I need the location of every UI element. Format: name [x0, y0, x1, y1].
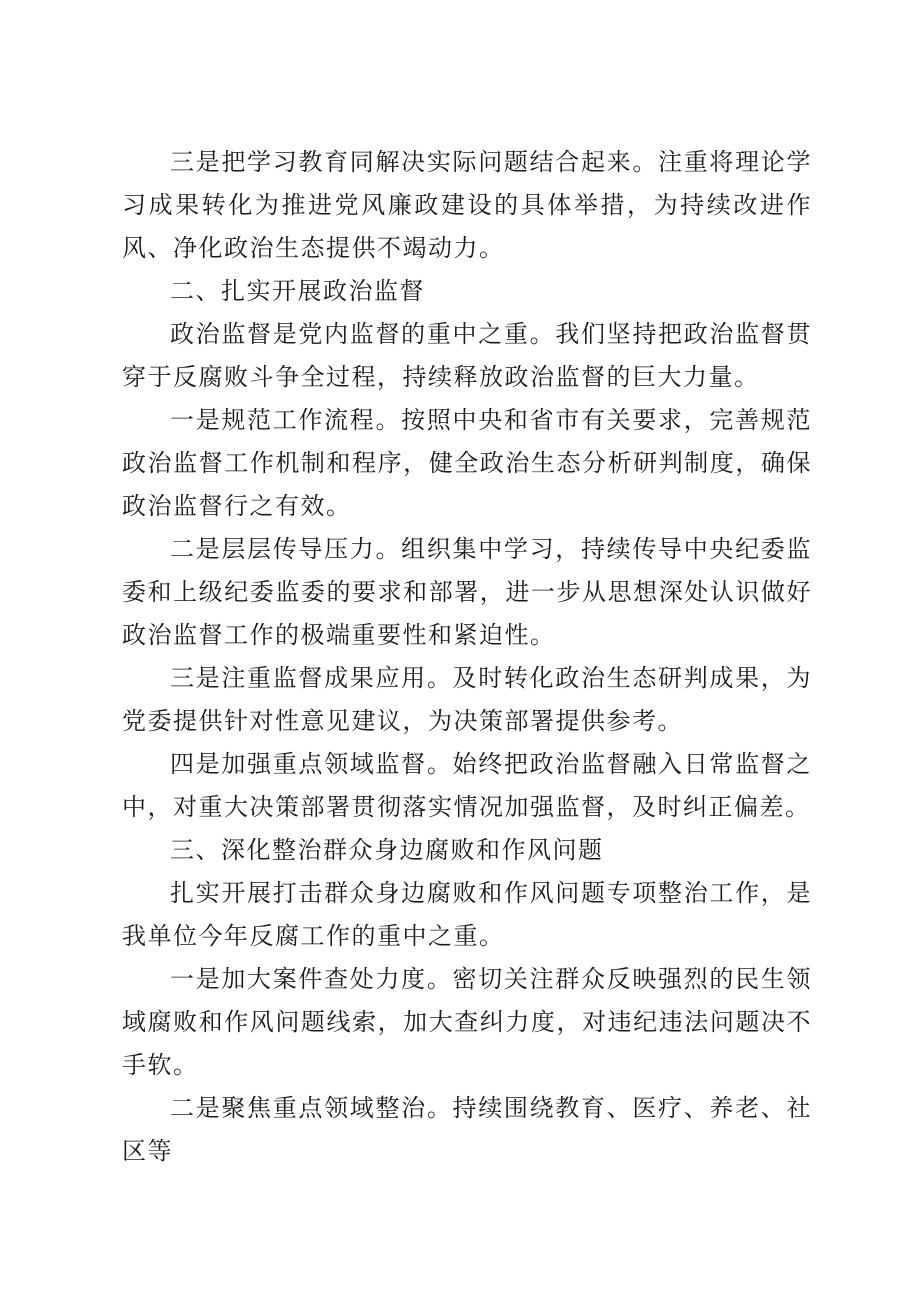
section-heading-political-supervision: 二、扎实开展政治监督 [170, 277, 425, 305]
document-body [122, 141, 812, 1173]
paragraph-standardize-workflow: 一是规范工作流程。按照中央和省市有关要求，完善规范政治监督工作机制和程序，健全政治生态分析研判制度，确保政治监督行之有效。 [122, 406, 812, 520]
paragraph-transmit-pressure: 二是层层传导压力。组织集中学习，持续传导中央纪委监委和上级纪委监委的要求和部署，进一步从思想深处认识做好政治监督工作的极端重要性和紧迫性。 [122, 535, 812, 649]
section-heading-grassroots-corruption: 三、深化整治群众身边腐败和作风问题 [170, 836, 604, 864]
paragraph-key-area-rectification: 二是聚焦重点领域整治。持续围绕教育、医疗、养老、社区等 [122, 1094, 812, 1165]
paragraph-supervision-results: 三是注重监督成果应用。及时转化政治生态研判成果，为党委提供针对性意见建议，为决策部署提供参考。 [122, 664, 812, 735]
paragraph-political-supervision-intro: 政治监督是党内监督的重中之重。我们坚持把政治监督贯穿于反腐败斗争全过程，持续释放政治监督的巨大力量。 [122, 320, 812, 391]
paragraph-special-rectification: 扎实开展打击群众身边腐败和作风问题专项整治工作，是我单位今年反腐工作的重中之重。 [122, 879, 812, 950]
paragraph-case-investigation: 一是加大案件查处力度。密切关注群众反映强烈的民生领域腐败和作风问题线索，加大查纠力度，对违纪违法问题决不手软。 [122, 965, 812, 1079]
paragraph-key-area-supervision: 四是加强重点领域监督。始终把政治监督融入日常监督之中，对重大决策部署贯彻落实情况加强监督，及时纠正偏差。 [122, 750, 812, 821]
paragraph-study-integration: 三是把学习教育同解决实际问题结合起来。注重将理论学习成果转化为推进党风廉政建设的具体举措，为持续改进作风、净化政治生态提供不竭动力。 [122, 148, 812, 262]
